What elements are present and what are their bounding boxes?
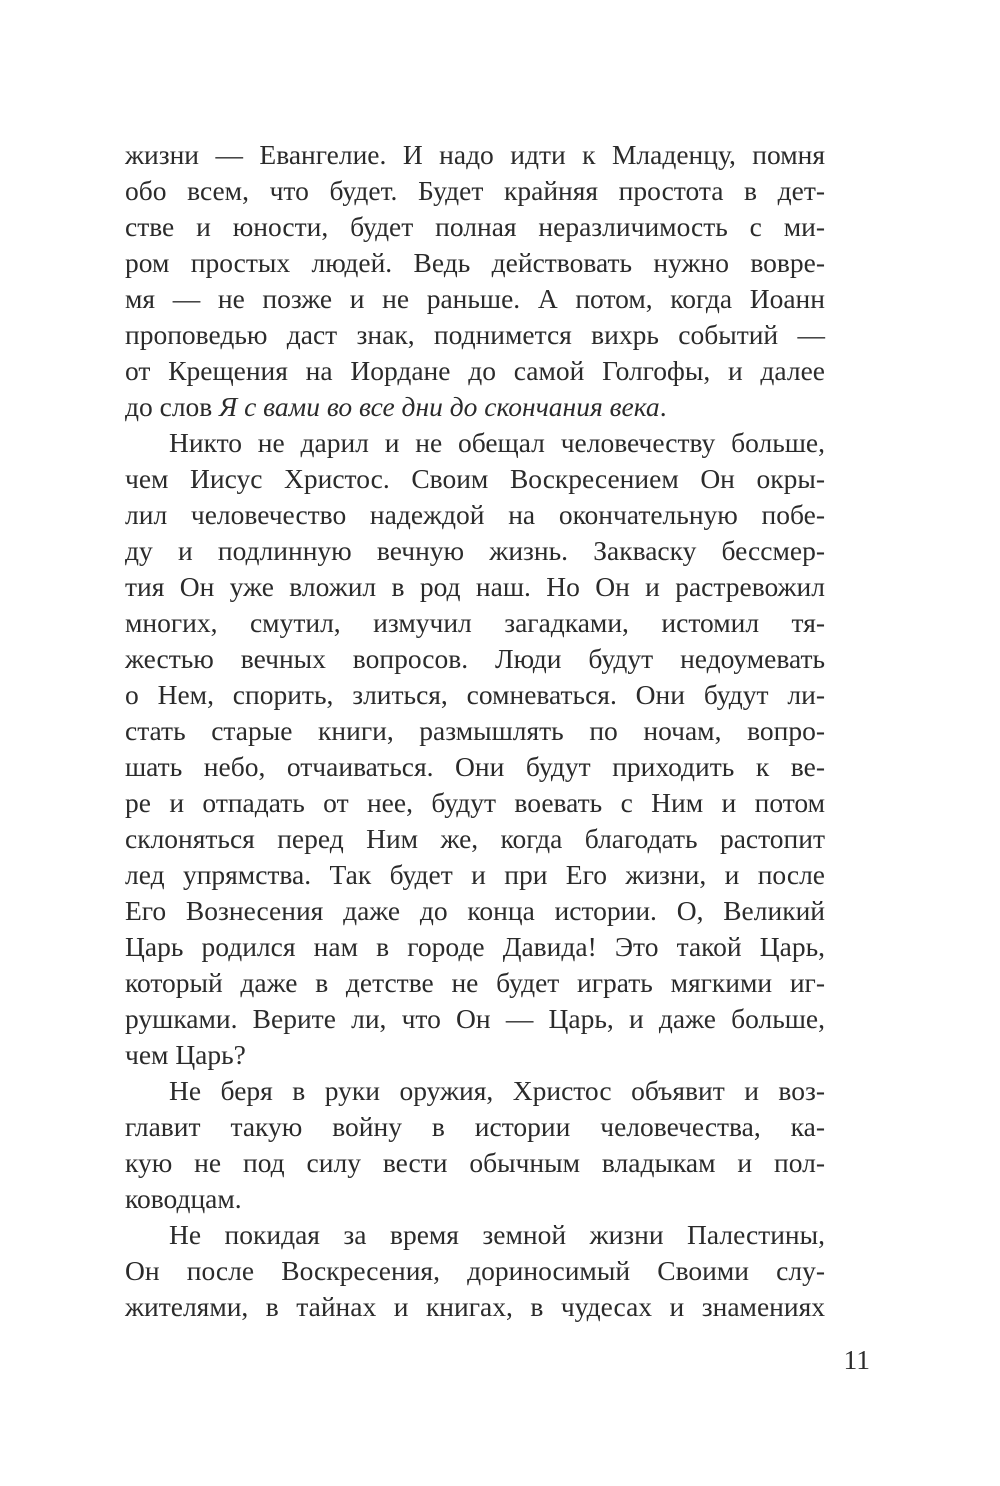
paragraph-1 — [125, 137, 825, 425]
text-line: Не беря в руки оружия, Христос объявит и воз- — [169, 1075, 825, 1106]
paragraph-4 — [125, 1217, 825, 1325]
text-line: мя — не позже и не раньше. А потом, когда Иоанн — [125, 283, 825, 314]
text-line: кую не под силу вести обычным владыкам и пол- — [125, 1147, 825, 1178]
text-line: ду и подлинную вечную жизнь. Закваску бессмер- — [125, 535, 825, 566]
text-line: о Нем, спорить, злиться, сомневаться. Они будут ли- — [125, 679, 825, 710]
text-line: стать старые книги, размышлять по ночам, вопро- — [125, 715, 825, 746]
text-line: который даже в детстве не будет играть мягкими иг- — [125, 967, 825, 998]
text-line: стве и юности, будет полная неразличимость с ми- — [125, 211, 825, 242]
text-line: рушками. Верите ли, что Он — Царь, и даже больше, — [125, 1003, 825, 1034]
text-line: от Крещения на Иордане до самой Голгофы, и далее — [125, 355, 825, 386]
text-span: до слов — [125, 391, 220, 422]
text-line: тия Он уже вложил в род наш. Но Он и растревожил — [125, 571, 825, 602]
text-line: многих, смутил, измучил загадками, истомил тя- — [125, 607, 825, 638]
paragraph-2 — [125, 425, 825, 1073]
text-line: шать небо, отчаиваться. Они будут приходить к ве- — [125, 751, 825, 782]
text-line: проповедью даст знак, поднимется вихрь событий — — [125, 319, 825, 350]
text-line: лед упрямства. Так будет и при Его жизни, и после — [125, 859, 825, 890]
text-line: склоняться перед Ним же, когда благодать растопит — [125, 823, 825, 854]
text-line: ром простых людей. Ведь действовать нужно вовре- — [125, 247, 825, 278]
text-line: ководцам. — [125, 1183, 242, 1214]
text-span: . — [659, 391, 667, 422]
paragraph-3 — [125, 1073, 825, 1217]
text-line: Никто не дарил и не обещал человечеству больше, — [169, 427, 825, 458]
text-line: жизни — Евангелие. И надо идти к Младенцу, помня — [125, 139, 825, 170]
text-line: Не покидая за время земной жизни Палестины, — [169, 1219, 825, 1250]
text-line: Он после Воскресения, дориносимый Своими слу- — [125, 1255, 825, 1286]
text-line: чем Иисус Христос. Своим Воскресением Он окры- — [125, 463, 825, 494]
text-line: главит такую войну в истории человечества, ка- — [125, 1111, 825, 1142]
text-line: лил человечество надеждой на окончательную побе- — [125, 499, 825, 530]
italic-quote: Я с вами во все дни до скончания века — [219, 391, 660, 422]
text-line: Его Вознесения даже до конца истории. О, Великий — [125, 895, 825, 926]
text-line — [125, 389, 825, 425]
text-line: обо всем, что будет. Будет крайняя простота в дет- — [125, 175, 825, 206]
body-text — [125, 137, 825, 1325]
text-line: чем Царь? — [125, 1039, 246, 1070]
text-line: ре и отпадать от нее, будут воевать с Ним и потом — [125, 787, 825, 818]
text-line: жителями, в тайнах и книгах, в чудесах и знамениях — [125, 1291, 825, 1322]
page-number: 11 — [843, 1344, 870, 1375]
text-line: жестью вечных вопросов. Люди будут недоумевать — [125, 643, 825, 674]
text-line: Царь родился нам в городе Давида! Это такой Царь, — [125, 931, 825, 962]
